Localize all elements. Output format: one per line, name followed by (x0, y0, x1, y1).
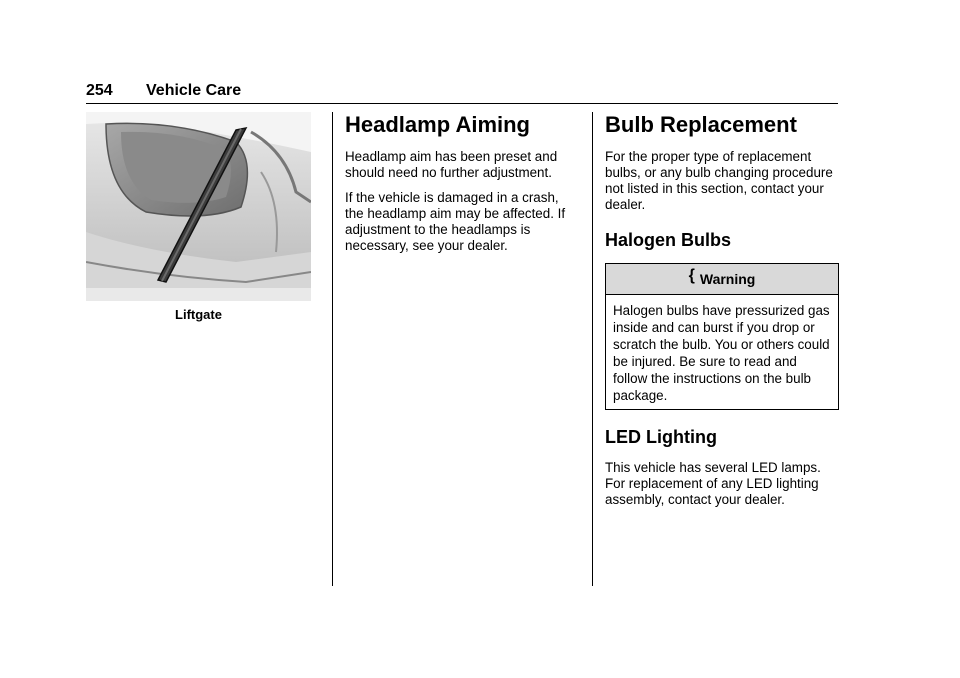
section-title: Vehicle Care (146, 82, 242, 99)
page-number: 254 (86, 82, 113, 99)
header-rule (86, 103, 838, 104)
halogen-heading: Halogen Bulbs (605, 230, 732, 250)
column-divider (332, 112, 333, 586)
column-divider (592, 112, 593, 586)
led-heading: LED Lighting (605, 427, 717, 447)
headlamp-paragraph: Headlamp aim has been preset and should need no further adjustment. (345, 149, 558, 180)
warning-label: Warning (699, 271, 756, 287)
led-paragraph: This vehicle has several LED lamps. For replacement of any LED lighting assembly, contact your dealer. (605, 460, 821, 507)
column-headlamp (345, 112, 579, 263)
warning-box (605, 263, 839, 410)
figure-caption: Liftgate (175, 307, 222, 322)
warning-header (606, 264, 838, 295)
headlamp-heading: Headlamp Aiming (345, 112, 530, 137)
warning-text: Halogen bulbs have pressurized gas inside and can burst if you drop or scratch the bulb. You or others could be injured. Be sure to read and follow the instructions on the bulb package. (613, 303, 830, 403)
liftgate-illustration (86, 112, 311, 301)
column-bulb (605, 112, 839, 517)
bulb-heading: Bulb Replacement (605, 112, 797, 137)
bulb-paragraph: For the proper type of replacement bulbs, or any bulb changing procedure not listed in this section, contact your dealer. (605, 149, 833, 212)
page-header (86, 82, 838, 104)
column-figure (86, 112, 311, 322)
headlamp-paragraph: If the vehicle is damaged in a crash, the headlamp aim may be affected. If adjustment to the headlamps is necessary, see your dealer. (345, 190, 566, 253)
warning-icon: { (688, 267, 695, 284)
